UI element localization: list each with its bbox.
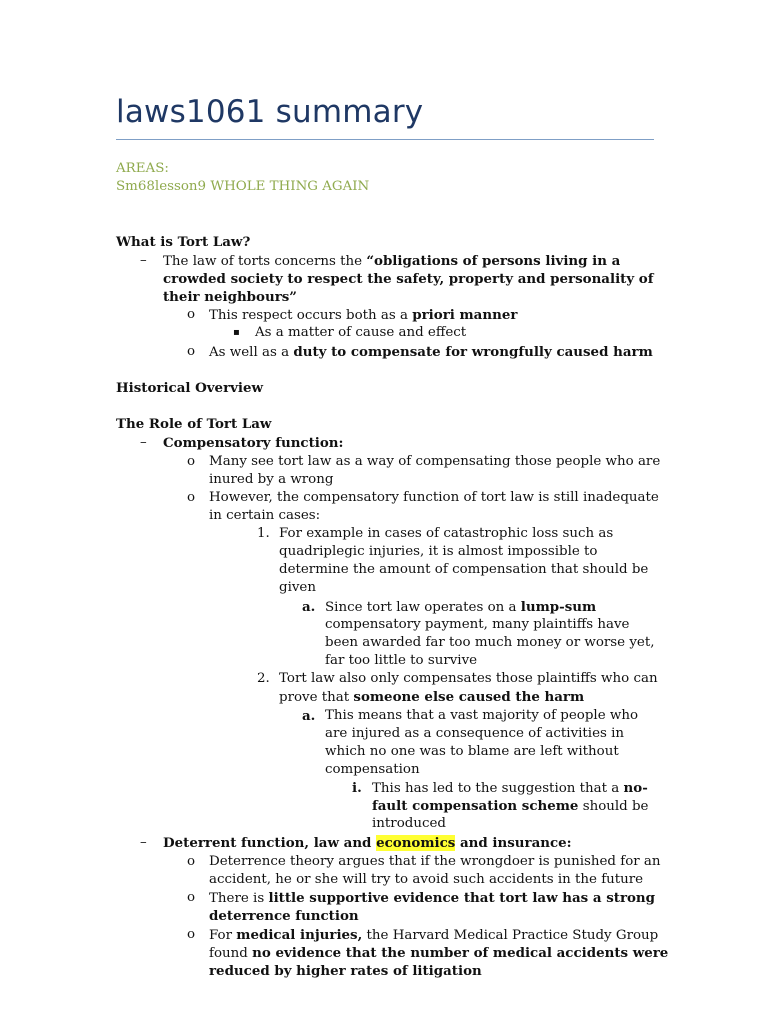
text-line: Many see tort law as a way of compensating those people who are [209,454,661,469]
text-line: Tort law also only compensates those plaintiffs who can [279,671,658,686]
heading-historical-overview: Historical Overview [116,380,264,396]
page-title: laws1061 summary [116,94,424,130]
roman-marker: i. [352,780,362,796]
text-line: deterrence function [209,908,359,924]
square-bullet: ▪ [233,327,240,338]
text-line: fault compensation scheme should be [372,798,649,814]
text-line: The law of torts concerns the “obligations of persons living in a [163,253,621,269]
areas-label: AREAS: [116,161,169,176]
circle-bullet: o [187,490,196,505]
letter-marker: a. [302,599,316,615]
text-line: However, the compensatory function of tort law is still inadequate [209,490,659,505]
text-line: are injured as a consequence of activities in [325,726,625,741]
number-marker: 1. [257,526,270,541]
number-marker: 2. [257,671,270,686]
text-line: For example in cases of catastrophic loss such as [279,526,614,541]
text-line: Since tort law operates on a lump-sum [325,599,597,615]
dash-bullet: – [140,435,147,450]
text-line: found no evidence that the number of medical accidents were [209,945,669,961]
circle-bullet: o [187,890,196,905]
text-line: Deterrence theory argues that if the wrongdoer is punished for an [209,854,661,869]
text-line: far too little to survive [325,653,478,668]
text-line: As well as a duty to compensate for wrongfully caused harm [209,344,653,360]
text-line: prove that someone else caused the harm [279,689,585,705]
circle-bullet: o [187,307,196,322]
text-line: inured by a wrong [209,472,334,487]
heading-what-is-tort-law: What is Tort Law? [116,234,251,250]
title-rule [116,139,654,140]
text-line: in certain cases: [209,508,321,523]
areas-value: Sm68lesson9 WHOLE THING AGAIN [116,179,370,194]
circle-bullet: o [187,927,196,942]
text-line: compensation [325,762,420,777]
text-line: given [279,580,316,595]
text-line: accident, he or she will try to avoid such accidents in the future [209,872,644,887]
dash-bullet: – [140,835,147,850]
letter-marker: a. [302,708,316,724]
highlighted-word: economics [376,835,456,851]
text-line: which no one was to blame are left without [325,744,619,759]
text-line: This respect occurs both as a priori manner [209,307,518,323]
text-line: This means that a vast majority of people who [325,708,639,723]
circle-bullet: o [187,854,196,869]
text-line: This has led to the suggestion that a no- [372,780,648,796]
text-line: determine the amount of compensation that should be [279,562,649,577]
text-line: Deterrent function, law and economics and insurance: [163,835,572,851]
text-line: There is little supportive evidence that tort law has a strong [209,890,656,906]
text-line: For medical injuries, the Harvard Medical Practice Study Group [209,927,659,943]
circle-bullet: o [187,344,196,359]
text-line: reduced by higher rates of litigation [209,963,482,979]
text-line: been awarded far too much money or worse yet, [325,635,655,650]
text-line: quadriplegic injuries, it is almost impossible to [279,544,598,559]
text-line: Compensatory function: [163,435,344,451]
text-line: their neighbours” [163,289,298,305]
text-line: As a matter of cause and effect [255,325,467,340]
text-line: introduced [372,816,446,831]
text-line: compensatory payment, many plaintiffs have [325,617,630,632]
circle-bullet: o [187,454,196,469]
text-line: crowded society to respect the safety, property and personality of [163,271,654,287]
dash-bullet: – [140,253,147,268]
heading-role-of-tort-law: The Role of Tort Law [116,416,272,432]
